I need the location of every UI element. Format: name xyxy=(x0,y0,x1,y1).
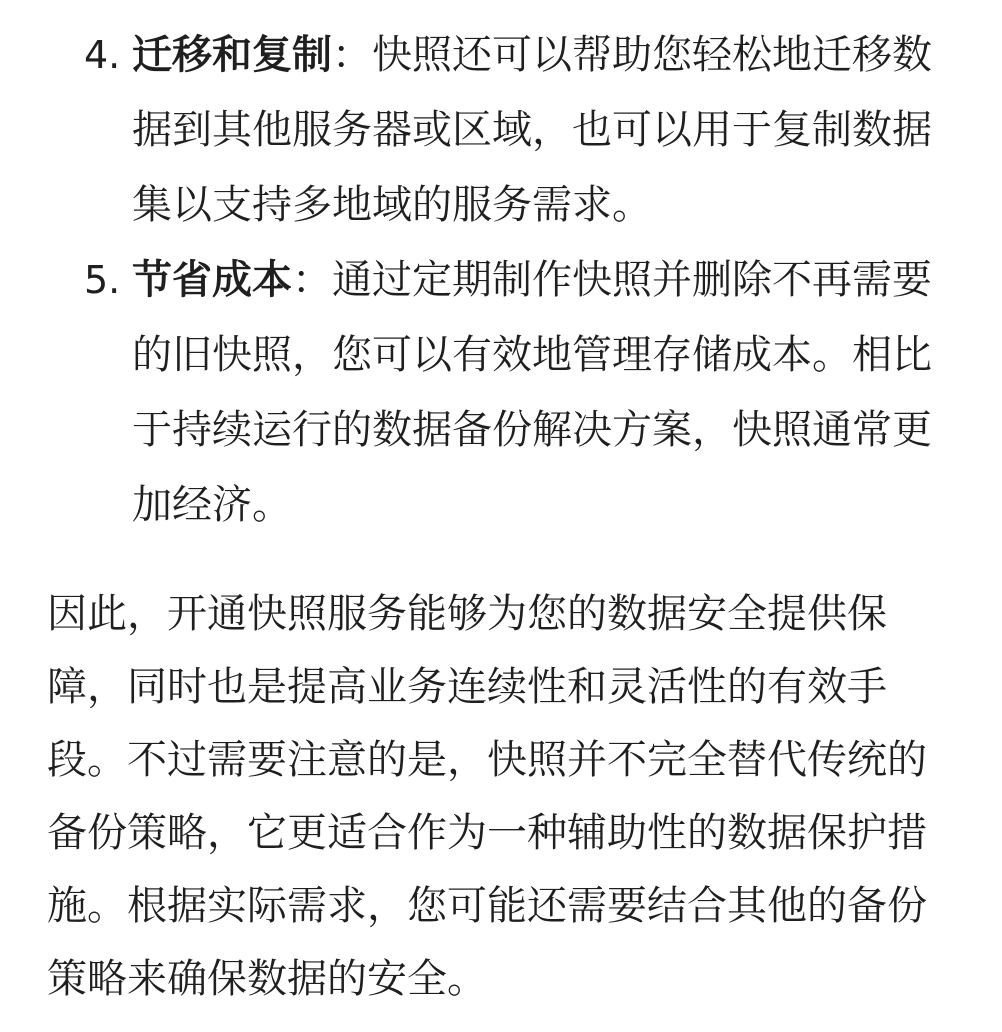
list-item-term: 迁移和复制 xyxy=(132,32,332,78)
conclusion-paragraph: 因此，开通快照服务能够为您的数据安全提供保障，同时也是提高业务连续性和灵活性的有效手段。不过需要注意的是，快照并不完全替代传统的备份策略，它更适合作为一种辅助性的数据保护措施。根据实际需求，您可能还需要结合其他的备份策略来确保数据的安全。 xyxy=(47,591,927,1002)
list-item-text: 快照还可以帮助您轻松地迁移数据到其他服务器或区域，也可以用于复制数据集以支持多地域的服务需求。 xyxy=(132,32,932,228)
list-item-term: 节省成本 xyxy=(132,257,292,303)
numbered-list xyxy=(0,18,1002,543)
list-item-colon: ： xyxy=(292,257,332,303)
list-item-colon: ： xyxy=(332,32,372,78)
list-item-number: 5. xyxy=(84,258,121,302)
list-item-text: 通过定期制作快照并删除不再需要的旧快照，您可以有效地管理存储成本。相比于持续运行的数据备份解决方案，快照通常更加经济。 xyxy=(132,257,932,528)
list-item-cost-saving xyxy=(0,243,958,543)
list-item-number: 4. xyxy=(84,33,121,77)
list-item-migration xyxy=(0,18,958,243)
